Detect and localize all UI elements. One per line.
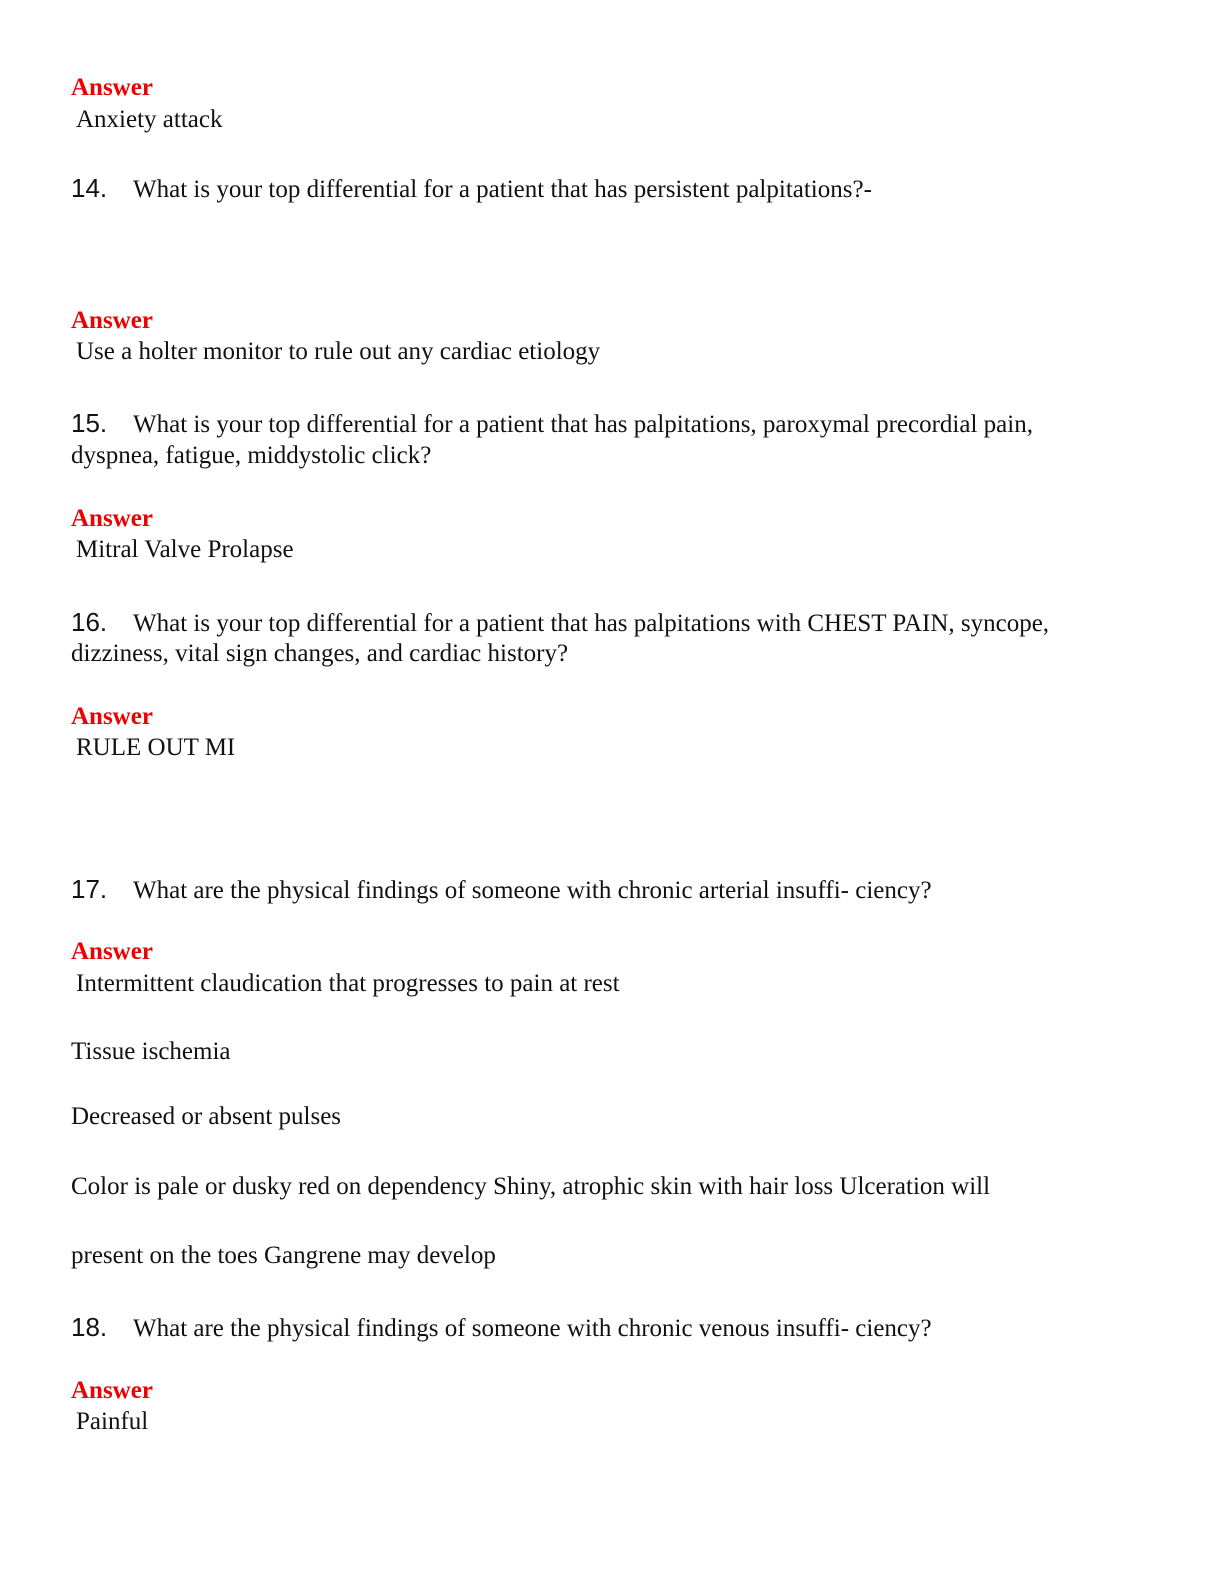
- question-15-continued: dyspnea, fatigue, middystolic click?: [71, 442, 432, 469]
- question-number: 15.: [71, 408, 108, 438]
- answer-text: Painful: [76, 1408, 149, 1435]
- question-17: [71, 874, 932, 906]
- answer-label: Answer: [71, 505, 153, 532]
- question-15: [71, 408, 1033, 440]
- answer-label: Answer: [71, 703, 153, 730]
- answer-paragraph: present on the toes Gangrene may develop: [71, 1242, 496, 1269]
- answer-paragraph: Decreased or absent pulses: [71, 1103, 342, 1130]
- answer-label: Answer: [71, 938, 153, 965]
- question-text: What is your top differential for a patient that has persistent palpitations?-: [133, 176, 872, 203]
- question-number: 16.: [71, 607, 108, 637]
- question-18: [71, 1312, 932, 1344]
- answer-text: Intermittent claudication that progresses to pain at rest: [76, 970, 620, 997]
- question-16-continued: dizziness, vital sign changes, and cardiac history?: [71, 640, 569, 667]
- question-number: 14.: [71, 173, 108, 203]
- answer-text: Use a holter monitor to rule out any cardiac etiology: [76, 338, 601, 365]
- answer-label: Answer: [71, 74, 153, 101]
- question-text: What is your top differential for a patient that has palpitations, paroxymal precordial pain,: [133, 411, 1033, 438]
- question-number: 17.: [71, 874, 108, 904]
- question-text: What are the physical findings of someone with chronic arterial insuffi- ciency?: [133, 877, 932, 904]
- question-text: What is your top differential for a patient that has palpitations with CHEST PAIN, syncope,: [133, 610, 1050, 637]
- answer-text: RULE OUT MI: [76, 734, 236, 761]
- question-16: [71, 607, 1049, 639]
- question-text: What are the physical findings of someone with chronic venous insuffi- ciency?: [133, 1315, 932, 1342]
- answer-paragraph: Color is pale or dusky red on dependency Shiny, atrophic skin with hair loss Ulceration will: [71, 1173, 991, 1200]
- answer-text: Mitral Valve Prolapse: [76, 536, 294, 563]
- answer-paragraph: Tissue ischemia: [71, 1038, 231, 1065]
- question-14: [71, 173, 872, 205]
- answer-label: Answer: [71, 307, 153, 334]
- answer-label: Answer: [71, 1377, 153, 1404]
- answer-text: Anxiety attack: [76, 106, 223, 133]
- question-number: 18.: [71, 1312, 108, 1342]
